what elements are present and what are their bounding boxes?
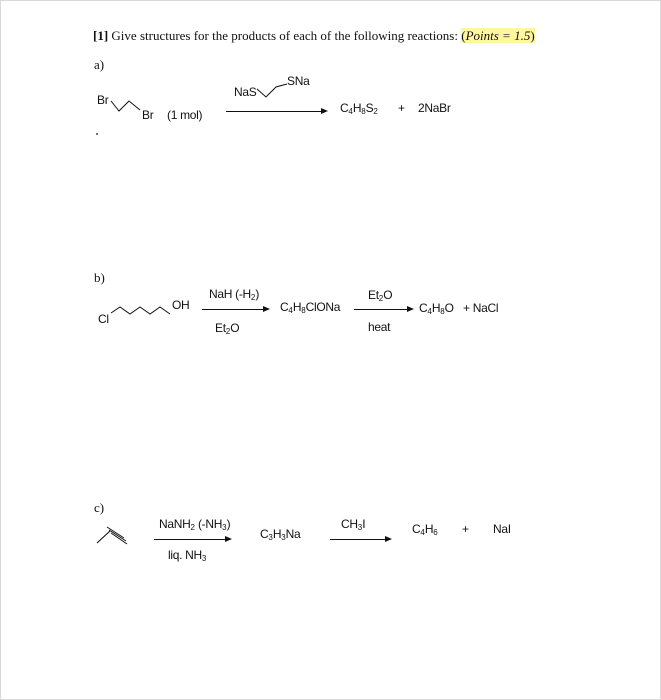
part-b-product-formula: $C_4H_8O$ [419, 301, 454, 316]
part-c-plus: + [462, 522, 469, 536]
part-c-step2-reagent: $CH_3I$ [341, 517, 366, 532]
part-c-arrow-2 [330, 536, 392, 542]
part-c-arrow-1 [154, 536, 232, 542]
part-c-intermediate: $C_3H_3Na$ [260, 527, 301, 542]
part-a-reactant-amount: (1 mol) [167, 108, 203, 122]
part-a-product-formula: $C_4H_8S_2$ [340, 101, 378, 116]
part-a-reagent-sna: SNa [287, 74, 310, 88]
part-c-byproduct: NaI [493, 522, 511, 536]
points-open-paren: ( [461, 28, 466, 43]
part-b-step2-solvent: $Et_2O$ [368, 288, 393, 303]
part-b-reactant-oh: OH [172, 298, 190, 312]
part-b-byproduct: + NaCl [463, 301, 499, 315]
part-b-step1-reagent: NaH $(-H_2)$ [209, 287, 260, 302]
part-a-plus: + [398, 101, 405, 115]
part-b-label: b) [94, 270, 105, 285]
part-b-reactant-cl: Cl [98, 312, 109, 326]
part-c-step1-solvent: liq. $NH_3$ [168, 548, 207, 563]
question-number: [1] [93, 28, 109, 43]
part-c-step1-reagent: NaNH$_2$ $(-NH_3)$ [159, 517, 231, 532]
part-a-label: a) [94, 57, 105, 72]
part-a-byproduct: 2NaBr [418, 101, 451, 115]
part-a-reactant-br-right: Br [142, 108, 154, 122]
points-value: Points = 1.5 [465, 28, 531, 43]
part-a-reagent-nas: NaS [234, 85, 257, 99]
question-text: Give structures for the products of each of the following reactions: [108, 28, 462, 43]
part-a-reactant-br-left: Br [97, 93, 109, 107]
part-c-label: c) [94, 500, 105, 515]
part-b-intermediate: $C_4H_8ClONa$ [280, 300, 341, 315]
points-close-paren: ) [530, 28, 535, 43]
part-b-step1-solvent: $Et_2O$ [215, 321, 240, 336]
part-c-product-formula: $C_4H_6$ [412, 522, 438, 537]
part-b-step2-condition: heat [368, 320, 391, 334]
